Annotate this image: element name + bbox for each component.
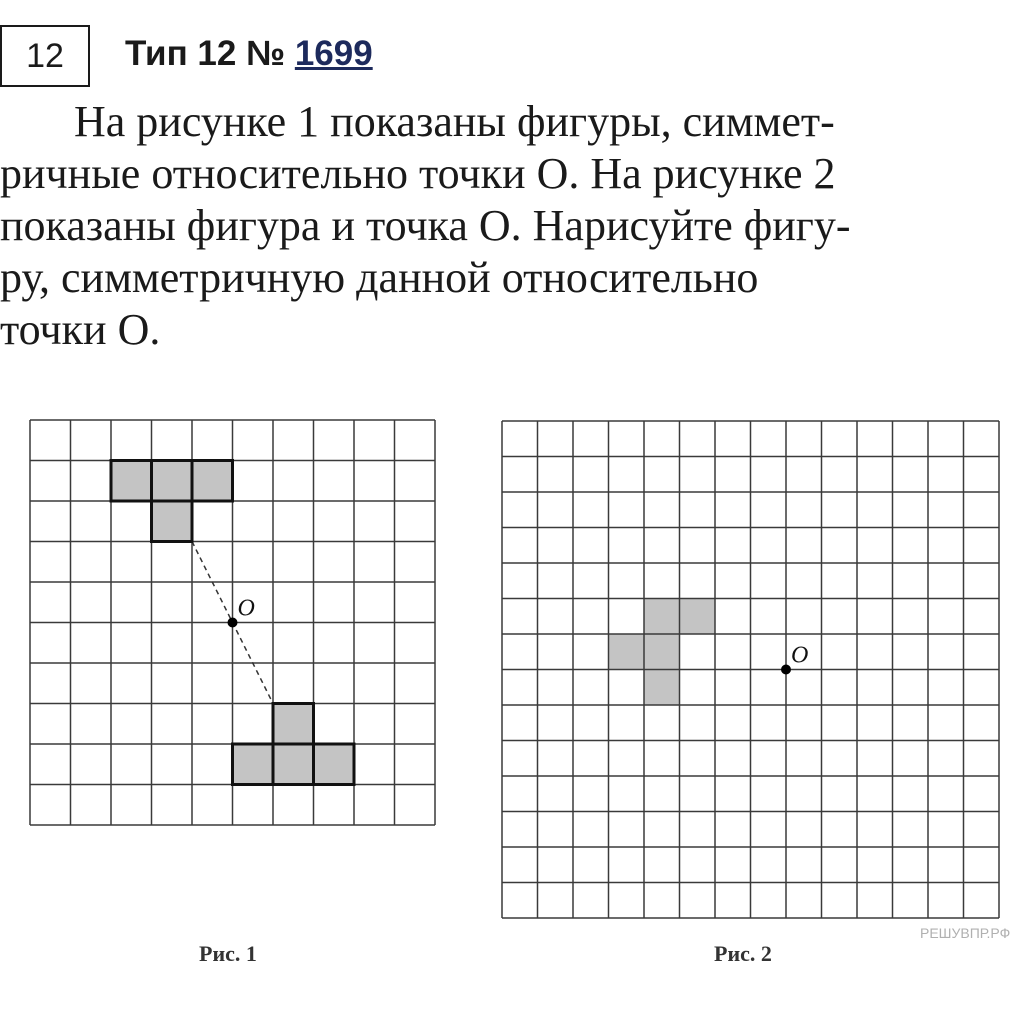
figure-1-shaded-cell	[152, 501, 193, 542]
task-line-3: показаны фигура и точка O. Нарисуйте фигу-	[0, 201, 851, 250]
task-line-2: ричные относительно точки O. На рисунке 2	[0, 149, 836, 198]
task-number: 12	[26, 36, 64, 75]
figure-1-shaded-cell	[111, 461, 152, 502]
figure-2-shaded-cell	[644, 599, 680, 635]
figure-1-caption: Рис. 1	[199, 941, 257, 966]
figure-2-shaded-cell	[609, 634, 645, 670]
figure-2-caption: Рис. 2	[714, 941, 772, 966]
figure-1-shaded-cell	[192, 461, 233, 502]
task-line-1: На рисунке 1 показаны фигуры, симмет-	[74, 97, 835, 146]
figure-1-shaded-cell	[273, 704, 314, 745]
task-line-4: ру, симметричную данной относительно	[0, 253, 759, 302]
figure-2-shaded-cell	[680, 599, 716, 635]
figure-1-shaded-cell	[233, 744, 274, 785]
figure-2-shaded-cell	[644, 634, 680, 670]
figure-2-point-label: O	[791, 642, 809, 669]
figure-2-point-o	[781, 665, 791, 675]
figure-1-shaded-cell	[152, 461, 193, 502]
task-id-link[interactable]: 1699	[294, 34, 373, 73]
task-type: Тип 12 №	[125, 34, 295, 73]
figure-1-point-label: O	[237, 595, 255, 622]
figure-1-shaded-cell	[314, 744, 355, 785]
task-line-5: точки O.	[0, 305, 161, 354]
figure-1-point-o	[228, 618, 238, 628]
figure-2-shaded-cell	[644, 670, 680, 706]
figure-1-shaded-cell	[273, 744, 314, 785]
watermark: РЕШУВПР.РФ	[920, 925, 1011, 941]
